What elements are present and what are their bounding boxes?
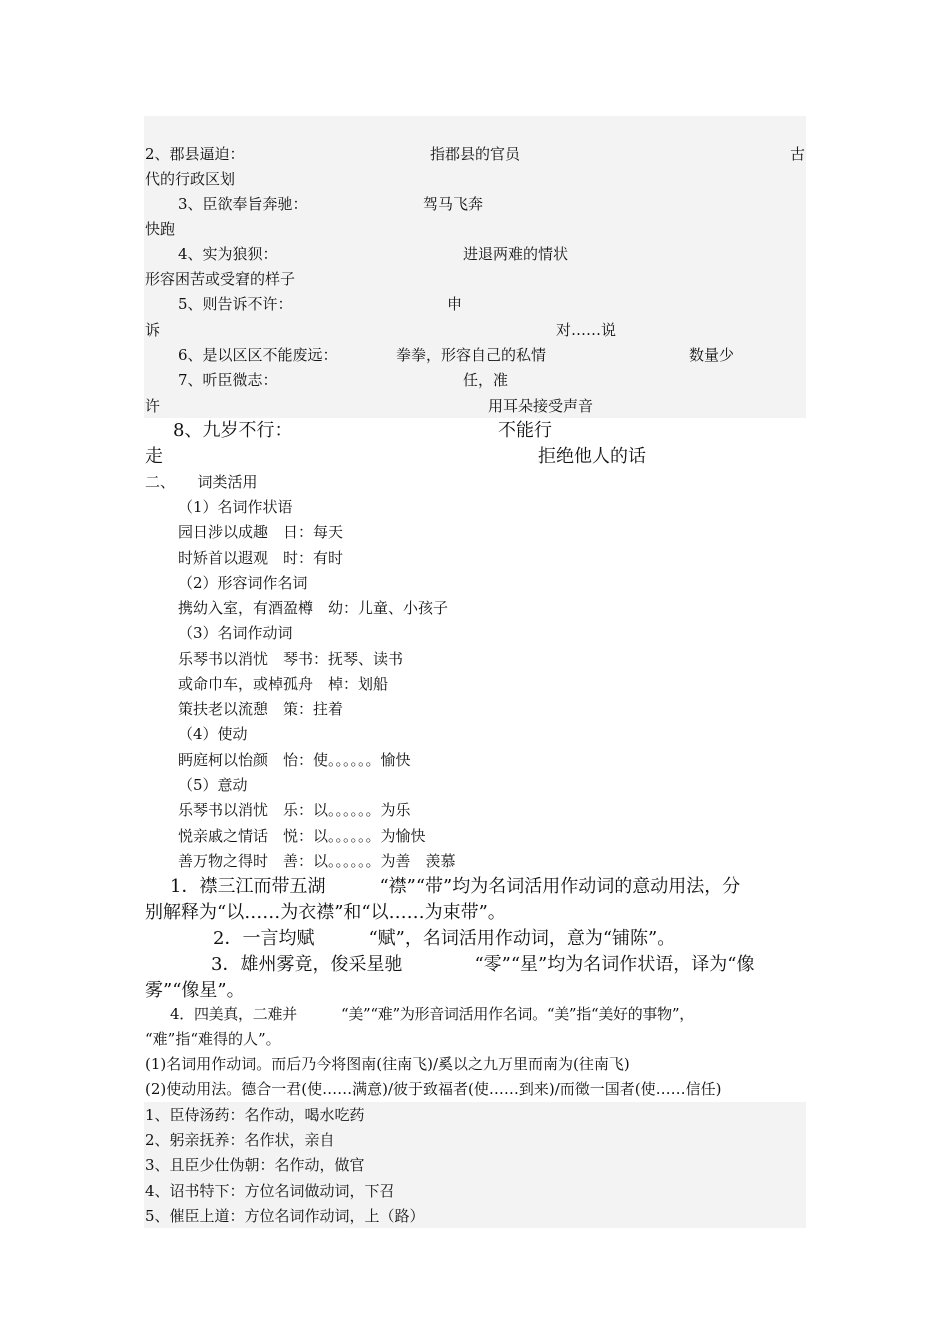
vocab-label-2: 2、郡县逼迫： <box>145 145 245 163</box>
group-line: 善万物之得时 善：以。。。。。。为善 羡慕 <box>178 852 456 870</box>
list-item: 2、躬亲抚养：名作状，亲自 <box>145 1131 335 1149</box>
vocab-meaning-4b: 形容困苦或受窘的样子 <box>145 270 296 288</box>
note-4-line2: “难”指“难得的人”。 <box>145 1030 281 1048</box>
vocab-meaning-4a: 进退两难的情状 <box>463 245 569 263</box>
vocab-label-8: 8、九岁不行： <box>173 420 293 441</box>
list-item: 4、诏书特下：方位名词做动词，下召 <box>145 1182 395 1200</box>
group-heading-4: （4）使动 <box>178 725 248 743</box>
vocab-meaning-3a: 驾马飞奔 <box>423 195 484 213</box>
group-heading-2: （2）形容词作名词 <box>178 574 308 592</box>
vocab-meaning-8a-start: 不能行 <box>498 420 552 441</box>
group-line: 园日涉以成趣 日：每天 <box>178 523 344 541</box>
vocab-label-3: 3、臣欲奉旨奔驰： <box>178 195 308 213</box>
vocab-label-6: 6、是以区区不能废远： <box>178 346 338 364</box>
group-line: 悦亲戚之情话 悦：以。。。。。。为愉快 <box>178 827 426 845</box>
vocab-meaning-2b-end: 代的行政区划 <box>145 170 236 188</box>
group-heading-5: （5）意动 <box>178 776 248 794</box>
note-2: 2．一言均赋 “赋”，名词活用作动词，意为“铺陈”。 <box>213 928 676 949</box>
vocab-meaning-5b: 对……说 <box>556 321 617 339</box>
vocab-meaning-5a-end: 诉 <box>145 321 161 339</box>
note-1-line1: 1．襟三江而带五湖 “襟”“带”均为名词活用作动词的意动用法，分 <box>170 876 741 897</box>
group-heading-1: （1）名词作状语 <box>178 498 293 516</box>
vocab-meaning-7a-start: 任，准 <box>463 371 509 389</box>
vocab-meaning-7a-end: 许 <box>145 397 161 415</box>
group-line: 或命巾车，或棹孤舟 棹：划船 <box>178 675 389 693</box>
usage-line-2: (2)使动用法。德合一君(使……满意)/彼于致福者(使……到来)/而徵一国者(使……信任) <box>145 1080 722 1098</box>
vocab-label-4: 4、实为狼狈： <box>178 245 278 263</box>
vocab-meaning-8a-end: 走 <box>145 446 163 467</box>
usage-line-1: (1)名词用作动词。而后乃今将图南(往南飞)/奚以之九万里而南为(往南飞) <box>145 1055 630 1073</box>
vocab-meaning-3b: 快跑 <box>145 220 176 238</box>
list-item: 3、且臣少仕伪朝：名作动，做官 <box>145 1156 365 1174</box>
group-line: 乐琴书以消忧 乐：以。。。。。。为乐 <box>178 801 411 819</box>
note-3-line2: 雾”“像星”。 <box>145 980 245 1001</box>
vocab-label-5: 5、则告诉不许： <box>178 295 293 313</box>
vocab-meaning-6b: 数量少 <box>689 346 735 364</box>
section-title: 二、 词类活用 <box>145 473 258 491</box>
vocab-meaning-2a: 指郡县的官员 <box>430 145 521 163</box>
list-item: 5、催臣上道：方位名词作动词，上（路） <box>145 1207 425 1225</box>
vocab-meaning-5a-start: 申 <box>447 295 463 313</box>
vocab-meaning-7b: 用耳朵接受声音 <box>488 397 594 415</box>
group-line: 携幼入室，有酒盈樽 幼：儿童、小孩子 <box>178 599 449 617</box>
group-line: 策扶老以流憩 策：拄着 <box>178 700 344 718</box>
vocab-label-7: 7、听臣微志： <box>178 371 278 389</box>
vocab-meaning-8b: 拒绝他人的话 <box>538 446 646 467</box>
vocab-meaning-2b-start: 古 <box>790 145 806 163</box>
note-3-line1: 3．雄州雾竟，俊采星驰 “零”“星”均为名词作状语，译为“像 <box>211 954 755 975</box>
group-line: 眄庭柯以怡颜 怡：使。。。。。。愉快 <box>178 751 411 769</box>
group-line: 时矫首以遐观 时：有时 <box>178 549 344 567</box>
vocab-meaning-6a: 拳拳，形容自己的私情 <box>396 346 547 364</box>
group-line: 乐琴书以消忧 琴书：抚琴、读书 <box>178 650 404 668</box>
group-heading-3: （3）名词作动词 <box>178 624 293 642</box>
note-4-line1: 4．四美真，二难并 “美”“难”为形音词活用作名词。“美”指“美好的事物”， <box>170 1005 694 1023</box>
note-1-line2: 别解释为“以……为衣襟”和“以……为束带”。 <box>145 902 506 923</box>
list-item: 1、臣侍汤药：名作动，喝水吃药 <box>145 1106 365 1124</box>
